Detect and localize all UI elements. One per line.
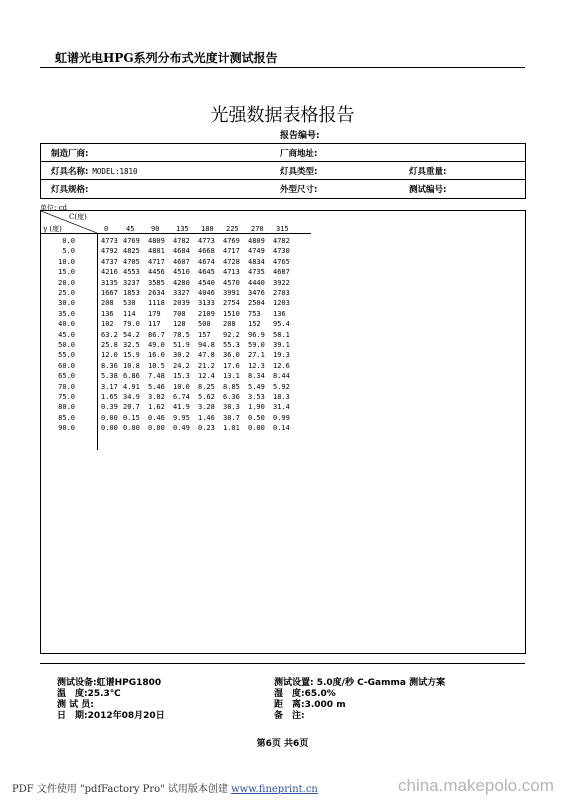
header-divider bbox=[40, 67, 525, 68]
table-cell: 12.6 bbox=[273, 361, 290, 370]
table-cell: 0.00 bbox=[123, 424, 140, 433]
table-cell: 78.5 bbox=[173, 330, 190, 339]
footer-right-line: 湿 度:65.0% bbox=[274, 689, 336, 699]
table-cell: 49.0 bbox=[148, 341, 165, 349]
table-cell: 1667 bbox=[101, 289, 118, 297]
pdf-note-text: PDF 文件使用 "pdfFactory Pro" 试用版本创建 bbox=[12, 784, 232, 795]
table-cell: 4713 bbox=[223, 268, 240, 277]
footer-right-line: 距 离:3.000 m bbox=[274, 700, 346, 710]
table-cell: 41.9 bbox=[173, 403, 190, 412]
footer-divider bbox=[40, 663, 525, 664]
table-cell: 9.95 bbox=[173, 413, 190, 422]
gamma-row-label: 45.0 bbox=[58, 330, 75, 339]
table-cell: 8.25 bbox=[198, 382, 215, 391]
table-cell: 12.4 bbox=[198, 372, 215, 381]
pdf-note bbox=[12, 780, 318, 795]
table-cell: 4773 bbox=[101, 237, 118, 245]
label-rule bbox=[97, 233, 98, 450]
table-cell: 0.00 bbox=[148, 424, 165, 433]
table-cell: 0.99 bbox=[273, 413, 290, 422]
footer-right-line: 备 注: bbox=[274, 711, 305, 721]
gamma-row-label: 15.0 bbox=[58, 268, 75, 277]
gamma-row-label: 70.0 bbox=[58, 382, 75, 391]
gamma-row-label: 25.0 bbox=[58, 289, 75, 297]
c-angle-label: C(度) bbox=[69, 213, 87, 221]
table-cell: 63.2 bbox=[101, 330, 118, 339]
table-cell: 21.2 bbox=[198, 361, 215, 370]
table-cell: 4684 bbox=[173, 247, 190, 256]
table-cell: 3237 bbox=[123, 278, 140, 287]
table-cell: 0.14 bbox=[273, 424, 290, 433]
table-cell: 5.38 bbox=[101, 372, 118, 381]
table-cell: 0.39 bbox=[101, 403, 118, 412]
table-cell: 500 bbox=[198, 320, 211, 329]
table-cell: 157 bbox=[198, 330, 211, 339]
table-cell: 3.17 bbox=[101, 382, 118, 391]
table-cell: 0.46 bbox=[148, 413, 165, 422]
table-cell: 0.50 bbox=[248, 413, 265, 422]
footer-left-line: 日 期:2012年08月20日 bbox=[57, 711, 165, 721]
table-cell: 2703 bbox=[273, 289, 290, 297]
footer-left bbox=[57, 678, 165, 722]
table-cell: 1118 bbox=[148, 299, 165, 308]
table-cell: 4730 bbox=[273, 247, 290, 256]
table-cell: 4.91 bbox=[123, 382, 140, 391]
manufacturer-label: 制造厂商: bbox=[51, 149, 89, 159]
table-cell: 3991 bbox=[223, 289, 240, 297]
table-cell: 6.86 bbox=[123, 372, 140, 381]
table-cell: 54.2 bbox=[123, 330, 140, 339]
manufacturer-address-label: 厂商地址: bbox=[280, 149, 318, 159]
column-header: 90 bbox=[151, 225, 160, 233]
table-cell: 5.92 bbox=[273, 382, 290, 391]
footer-left-line: 测试设备:虹谱HPG1800 bbox=[57, 678, 162, 688]
lamp-name-field bbox=[51, 165, 138, 177]
table-cell: 55.3 bbox=[223, 341, 240, 349]
table-cell: 16.0 bbox=[148, 351, 165, 360]
report-number-label: 报告编号: bbox=[280, 131, 320, 141]
gamma-row-label: 35.0 bbox=[58, 309, 75, 318]
table-cell: 4735 bbox=[248, 268, 265, 277]
table-cell: 2504 bbox=[248, 299, 265, 308]
table-cell: 4456 bbox=[148, 268, 165, 277]
header-rule bbox=[41, 233, 311, 234]
table-cell: 24.2 bbox=[173, 361, 190, 370]
table-cell: 4834 bbox=[248, 257, 265, 266]
table-cell: 1853 bbox=[123, 289, 140, 297]
table-cell: 96.9 bbox=[248, 330, 265, 339]
table-cell: 4825 bbox=[123, 247, 140, 256]
header-title: 虹谱光电HPG系列分布式光度计测试报告 bbox=[55, 51, 278, 65]
gamma-row-label: 55.0 bbox=[58, 351, 75, 360]
table-cell: 4674 bbox=[198, 257, 215, 266]
table-cell: 3.53 bbox=[248, 393, 265, 401]
table-cell: 8.36 bbox=[101, 361, 118, 370]
table-cell: 92.2 bbox=[223, 330, 240, 339]
table-cell: 38.3 bbox=[223, 403, 240, 412]
table-cell: 208 bbox=[101, 299, 114, 308]
table-cell: 86.7 bbox=[148, 330, 165, 339]
lamp-name-label: 灯具名称: bbox=[51, 167, 89, 177]
footer-left-line: 测 试 员: bbox=[57, 700, 94, 710]
table-cell: 13.1 bbox=[223, 372, 240, 381]
test-number-label: 测试编号: bbox=[409, 185, 447, 195]
table-cell: 47.8 bbox=[198, 351, 215, 360]
table-cell: 3.02 bbox=[148, 393, 165, 401]
table-cell: 136 bbox=[273, 309, 286, 318]
table-cell: 17.6 bbox=[223, 361, 240, 370]
table-cell: 15.9 bbox=[123, 351, 140, 360]
gamma-row-label: 10.0 bbox=[58, 257, 75, 266]
table-cell: 94.8 bbox=[198, 341, 215, 349]
table-cell: 4645 bbox=[198, 268, 215, 277]
intensity-table bbox=[40, 210, 526, 654]
dimensions-label: 外型尺寸: bbox=[280, 185, 318, 195]
lamp-spec-label: 灯具规格: bbox=[51, 185, 89, 195]
table-cell: 114 bbox=[123, 309, 136, 318]
table-cell: 4705 bbox=[123, 257, 140, 266]
table-cell: 4607 bbox=[173, 257, 190, 266]
gamma-row-label: 85.0 bbox=[58, 413, 75, 422]
column-header: 0 bbox=[104, 225, 109, 233]
column-header: 135 bbox=[176, 225, 189, 233]
table-cell: 0.15 bbox=[123, 413, 140, 422]
table-cell: 3327 bbox=[173, 289, 190, 297]
table-cell: 2754 bbox=[223, 299, 240, 308]
table-cell: 4809 bbox=[248, 237, 265, 245]
gamma-row-label: 30.0 bbox=[58, 299, 75, 308]
table-cell: 7.48 bbox=[148, 372, 165, 381]
table-cell: 708 bbox=[173, 309, 186, 318]
lamp-name-value: MODEL:1810 bbox=[92, 167, 138, 176]
table-cell: 3133 bbox=[198, 299, 215, 308]
table-cell: 0.00 bbox=[248, 424, 265, 433]
table-cell: 0.23 bbox=[198, 424, 215, 433]
table-cell: 4668 bbox=[198, 247, 215, 256]
page-number: 第6页 共6页 bbox=[256, 739, 309, 749]
gamma-row-label: 80.0 bbox=[58, 403, 75, 412]
footer-right-line: 测试设置: 5.0度/秒 C-Gamma 测试方案 bbox=[274, 678, 446, 688]
table-cell: 36.0 bbox=[223, 351, 240, 360]
watermark: china.makepolo.com bbox=[398, 776, 554, 795]
gamma-row-label: 75.0 bbox=[58, 393, 75, 401]
table-cell: 4216 bbox=[101, 268, 118, 277]
table-cell: 4728 bbox=[223, 257, 240, 266]
table-cell: 4717 bbox=[148, 257, 165, 266]
table-cell: 1.90 bbox=[248, 403, 265, 412]
table-cell: 4809 bbox=[148, 237, 165, 245]
table-cell: 32.5 bbox=[123, 341, 140, 349]
gamma-row-label: 60.0 bbox=[58, 361, 75, 370]
table-cell: 8.44 bbox=[273, 372, 290, 381]
table-cell: 102 bbox=[101, 320, 114, 329]
gamma-row-label: 50.0 bbox=[58, 341, 75, 349]
table-cell: 27.1 bbox=[248, 351, 265, 360]
table-cell: 30.2 bbox=[173, 351, 190, 360]
table-cell: 4280 bbox=[173, 278, 190, 287]
lamp-weight-label: 灯具重量: bbox=[409, 167, 447, 177]
info-row-1 bbox=[41, 144, 525, 162]
report-title: 光强数据表格报告 bbox=[210, 105, 355, 126]
pdf-note-link[interactable]: www.fineprint.cn bbox=[231, 784, 318, 795]
table-cell: 3585 bbox=[148, 278, 165, 287]
lamp-type-label: 灯具类型: bbox=[280, 167, 318, 177]
table-cell: 4046 bbox=[198, 289, 215, 297]
info-row-2 bbox=[41, 162, 525, 180]
table-cell: 4801 bbox=[148, 247, 165, 256]
table-cell: 0.00 bbox=[101, 424, 118, 433]
table-cell: 1.01 bbox=[223, 424, 240, 433]
table-cell: 3135 bbox=[101, 278, 118, 287]
table-cell: 6.36 bbox=[223, 393, 240, 401]
gamma-angle-label: γ (度) bbox=[43, 225, 62, 233]
table-cell: 3.28 bbox=[198, 403, 215, 412]
table-cell: 4510 bbox=[173, 268, 190, 277]
table-cell: 5.62 bbox=[198, 393, 215, 401]
column-header: 270 bbox=[251, 225, 264, 233]
table-cell: 152 bbox=[248, 320, 261, 329]
gamma-row-label: 90.0 bbox=[58, 424, 75, 433]
table-cell: 4737 bbox=[101, 257, 118, 266]
table-cell: 1510 bbox=[223, 309, 240, 318]
table-cell: 12.0 bbox=[101, 351, 118, 360]
gamma-row-label: 5.0 bbox=[62, 247, 75, 256]
gamma-row-label: 0.0 bbox=[62, 237, 75, 245]
table-cell: 25.8 bbox=[101, 341, 118, 349]
column-header: 180 bbox=[201, 225, 214, 233]
table-cell: 208 bbox=[223, 320, 236, 329]
lamp-info-box bbox=[40, 143, 526, 199]
table-cell: 19.3 bbox=[273, 351, 290, 360]
footer-left-line: 温 度:25.3℃ bbox=[57, 689, 121, 699]
column-header: 315 bbox=[276, 225, 289, 233]
table-cell: 8.85 bbox=[223, 382, 240, 391]
table-cell: 1203 bbox=[273, 299, 290, 308]
table-cell: 128 bbox=[173, 320, 186, 329]
table-cell: 2039 bbox=[173, 299, 190, 308]
table-cell: 3922 bbox=[273, 278, 290, 287]
table-cell: 6.74 bbox=[173, 393, 190, 401]
table-cell: 10.5 bbox=[148, 361, 165, 370]
table-cell: 4717 bbox=[223, 247, 240, 256]
gamma-row-label: 40.0 bbox=[58, 320, 75, 329]
table-cell: 95.4 bbox=[273, 320, 290, 329]
table-cell: 4440 bbox=[248, 278, 265, 287]
table-cell: 179 bbox=[148, 309, 161, 318]
table-cell: 0.49 bbox=[173, 424, 190, 433]
footer-right bbox=[274, 678, 445, 722]
table-cell: 30.7 bbox=[223, 413, 240, 422]
table-cell: 59.0 bbox=[248, 341, 265, 349]
table-cell: 4782 bbox=[173, 237, 190, 245]
table-cell: 4792 bbox=[101, 247, 118, 256]
table-cell: 1.65 bbox=[101, 393, 118, 401]
table-cell: 0.00 bbox=[101, 413, 118, 422]
table-cell: 15.3 bbox=[173, 372, 190, 381]
table-cell: 10.8 bbox=[123, 361, 140, 370]
unit-label: 单位: cd bbox=[40, 204, 67, 212]
column-header: 225 bbox=[226, 225, 239, 233]
table-cell: 79.0 bbox=[123, 320, 140, 329]
table-cell: 8.34 bbox=[248, 372, 265, 381]
table-cell: 5.46 bbox=[148, 382, 165, 391]
table-cell: 39.1 bbox=[273, 341, 290, 349]
table-cell: 4687 bbox=[273, 268, 290, 277]
table-cell: 5.49 bbox=[248, 382, 265, 391]
table-cell: 2109 bbox=[198, 309, 215, 318]
column-header: 45 bbox=[126, 225, 135, 233]
table-cell: 34.9 bbox=[123, 393, 140, 401]
info-row-3 bbox=[41, 180, 525, 197]
table-cell: 20.7 bbox=[123, 403, 140, 412]
table-cell: 3476 bbox=[248, 289, 265, 297]
table-cell: 12.3 bbox=[248, 361, 265, 370]
table-cell: 4553 bbox=[123, 268, 140, 277]
table-cell: 51.9 bbox=[173, 341, 190, 349]
table-cell: 117 bbox=[148, 320, 161, 329]
gamma-row-label: 20.0 bbox=[58, 278, 75, 287]
table-cell: 136 bbox=[101, 309, 114, 318]
table-cell: 58.1 bbox=[273, 330, 290, 339]
table-cell: 1.46 bbox=[198, 413, 215, 422]
table-cell: 2634 bbox=[148, 289, 165, 297]
gamma-row-label: 65.0 bbox=[58, 372, 75, 381]
table-corner bbox=[41, 211, 97, 233]
table-cell: 4769 bbox=[123, 237, 140, 245]
table-cell: 530 bbox=[123, 299, 136, 308]
table-cell: 4773 bbox=[198, 237, 215, 245]
table-cell: 4765 bbox=[273, 257, 290, 266]
table-cell: 4749 bbox=[248, 247, 265, 256]
table-cell: 1.62 bbox=[148, 403, 165, 412]
table-cell: 10.0 bbox=[173, 382, 190, 391]
table-cell: 4769 bbox=[223, 237, 240, 245]
table-cell: 753 bbox=[248, 309, 261, 318]
table-cell: 4782 bbox=[273, 237, 290, 245]
table-cell: 4540 bbox=[198, 278, 215, 287]
table-cell: 31.4 bbox=[273, 403, 290, 412]
table-cell: 4570 bbox=[223, 278, 240, 287]
table-cell: 18.3 bbox=[273, 393, 290, 401]
